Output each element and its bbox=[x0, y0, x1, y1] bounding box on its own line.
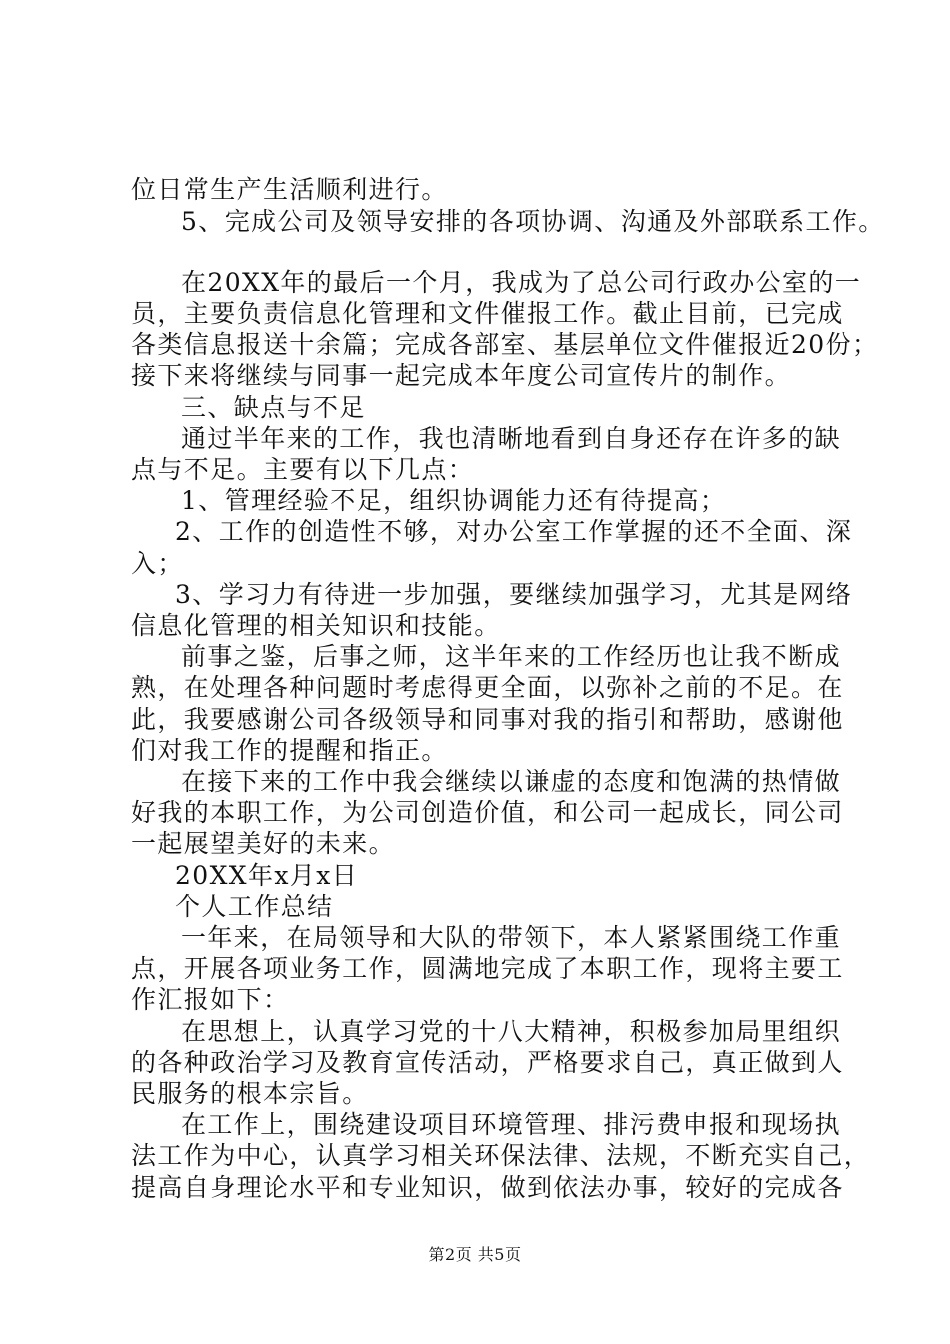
text-line: 位日常生产生活顺利进行。 bbox=[131, 175, 448, 204]
text-line: 前事之鉴，后事之师，这半年来的工作经历也让我不断成 bbox=[181, 642, 842, 671]
text-line: 接下来将继续与同事一起完成本年度公司宣传片的制作。 bbox=[131, 361, 792, 390]
text-line: 1、管理经验不足，组织协调能力还有待提高； bbox=[181, 486, 727, 515]
text-line: 在接下来的工作中我会继续以谦虚的态度和饱满的热情做 bbox=[181, 767, 842, 796]
text-line: 点与不足。主要有以下几点： bbox=[131, 455, 475, 484]
text-line: 的各种政治学习及教育宣传活动，严格要求自己，真正做到人 bbox=[131, 1048, 844, 1077]
text-line: 在工作上，围绕建设项目环境管理、排污费申报和现场执 bbox=[181, 1110, 842, 1139]
text-line: 好我的本职工作，为公司创造价值，和公司一起成长，同公司 bbox=[131, 798, 844, 827]
text-line: 信息化管理的相关知识和技能。 bbox=[131, 611, 501, 640]
text-line: 一起展望美好的未来。 bbox=[131, 829, 396, 858]
text-line: 此，我要感谢公司各级领导和同事对我的指引和帮助，感谢他 bbox=[131, 705, 844, 734]
text-line: 熟，在处理各种问题时考虑得更全面，以弥补之前的不足。在 bbox=[131, 673, 844, 702]
text-line: 在20XX年的最后一个月，我成为了总公司行政办公室的一 bbox=[181, 268, 862, 297]
text-line: 法工作为中心，认真学习相关环保法律、法规，不断充实自己， bbox=[131, 1141, 871, 1170]
page-footer: 第2页 共5页 bbox=[428, 1245, 522, 1264]
document-title: 个人工作总结 bbox=[175, 892, 334, 921]
text-line: 2、工作的创造性不够，对办公室工作掌握的还不全面、深 bbox=[175, 517, 853, 546]
text-line: 民服务的根本宗旨。 bbox=[131, 1079, 369, 1108]
text-line: 通过半年来的工作，我也清晰地看到自身还存在许多的缺 bbox=[181, 424, 842, 453]
text-line: 各类信息报送十余篇；完成各部室、基层单位文件催报近20份； bbox=[131, 330, 879, 359]
text-line: 一年来，在局领导和大队的带领下，本人紧紧围绕工作重 bbox=[181, 923, 842, 952]
text-line: 在思想上，认真学习党的十八大精神，积极参加局里组织 bbox=[181, 1017, 842, 1046]
date-line: 20XX年x月x日 bbox=[175, 861, 359, 890]
text-line: 5、完成公司及领导安排的各项协调、沟通及外部联系工作。 bbox=[181, 207, 885, 236]
text-line: 3、学习力有待进一步加强，要继续加强学习，尤其是网络 bbox=[175, 580, 853, 609]
text-line: 们对我工作的提醒和指正。 bbox=[131, 736, 448, 765]
text-line: 员，主要负责信息化管理和文件催报工作。截止目前，已完成 bbox=[131, 299, 844, 328]
text-line: 点，开展各项业务工作，圆满地完成了本职工作，现将主要工 bbox=[131, 954, 844, 983]
text-line: 提高自身理论水平和专业知识，做到依法办事，较好的完成各 bbox=[131, 1173, 844, 1202]
section-heading: 三、缺点与不足 bbox=[181, 393, 366, 422]
text-line: 入； bbox=[131, 549, 184, 578]
text-line: 作汇报如下： bbox=[131, 985, 290, 1014]
